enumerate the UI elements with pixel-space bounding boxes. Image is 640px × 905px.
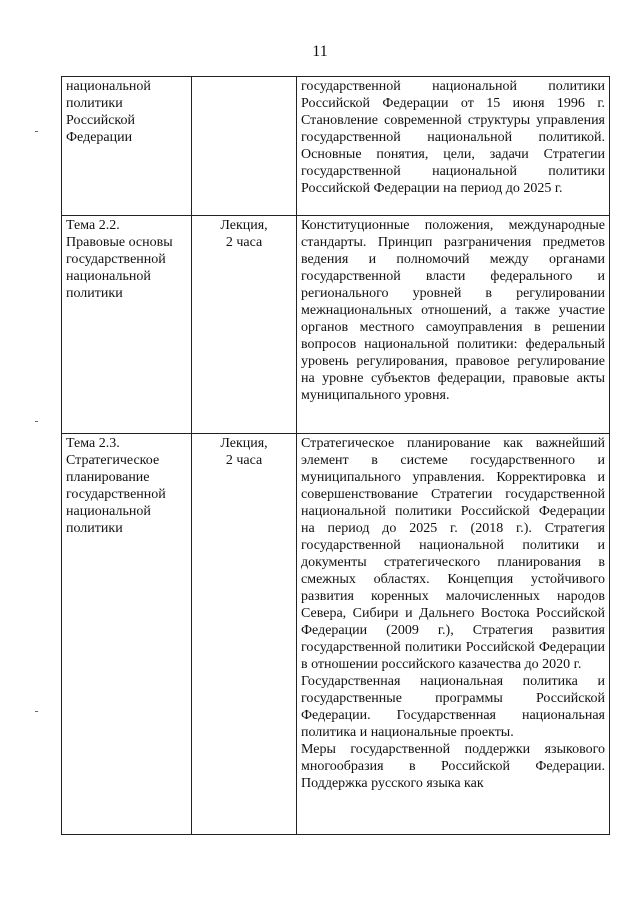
curriculum-table (61, 76, 610, 835)
topic-cell (62, 434, 192, 835)
topic-line: Федерации (66, 130, 133, 145)
topic-line: государственной (66, 487, 166, 502)
table-row (62, 216, 610, 434)
content-cell (297, 216, 610, 434)
page-number: 11 (312, 43, 328, 60)
topic-line: Тема 2.2. (66, 218, 120, 233)
lesson-type-cell (192, 434, 297, 835)
topic-line: Правовые основы (66, 235, 173, 250)
topic-line: национальной (66, 504, 151, 519)
content-paragraph: Стратегическое планирование как важнейший элемент в системе государственного и муниципального управления. Корректировка и совершенствование Стратегии государственной национальной политики Российской Федерации на период до 2025 г. (2018 г.). Стратегия государственной национальной политики и документы стратегического планирования в смежных областях. Концепция устойчивого развития коренных малочисленных народов Севера, Сибири и Дальнего Востока Российской Федерации (2009 г.), Стратегия развития государственной политики Российской Федерации в отношении российского казачества до 2020 г. (301, 436, 605, 672)
lesson-hours-line: 2 часа (225, 235, 263, 250)
lesson-hours-line: 2 часа (225, 453, 263, 468)
topic-line: Российской (66, 113, 135, 128)
content-paragraph: Государственная национальная политика и государственные программы Российской Федерации. Государственная национальная политика и национальные проекты. (301, 674, 605, 740)
content-cell (297, 77, 610, 216)
topic-line: политики (66, 286, 123, 301)
topic-line: политики (66, 521, 123, 536)
lesson-type-cell (192, 77, 297, 216)
lesson-type-line: Лекция, (220, 218, 268, 233)
content-paragraph: Меры государственной поддержки языкового многообразия в Российской Федерации. Поддержка русского языка как (301, 742, 605, 791)
topic-line: Стратегическое (66, 453, 160, 468)
lesson-type-line: Лекция, (220, 436, 268, 451)
content-paragraph: государственной национальной политики Российской Федерации от 15 июня 1996 г. Становление современной структуры управления государственной национальной политикой. Основные понятия, цели, задачи Стратегии государственной национальной политики Российской Федерации на период до 2025 г. (301, 79, 605, 196)
topic-line: национальной (66, 79, 151, 94)
margin-mark (35, 421, 38, 422)
topic-line: планирование (66, 470, 150, 485)
table-row (62, 77, 610, 216)
margin-mark (35, 131, 38, 132)
topic-line: политики (66, 96, 123, 111)
topic-line: Тема 2.3. (66, 436, 120, 451)
table-row (62, 434, 610, 835)
topic-line: государственной (66, 252, 166, 267)
topic-cell (62, 216, 192, 434)
topic-cell (62, 77, 192, 216)
margin-mark (35, 711, 38, 712)
lesson-type-cell (192, 216, 297, 434)
content-cell (297, 434, 610, 835)
content-paragraph: Конституционные положения, международные стандарты. Принцип разграничения предметов ведения и полномочий между органами государственной власти федерального и регионального уровней в регулировании межнациональных отношений, а также участие органов местного самоуправления в решении вопросов национальной политики: федеральный уровень регулирования, правовое регулирование на уровне субъектов федерации, правовые акты муниципального уровня. (301, 218, 605, 403)
topic-line: национальной (66, 269, 151, 284)
